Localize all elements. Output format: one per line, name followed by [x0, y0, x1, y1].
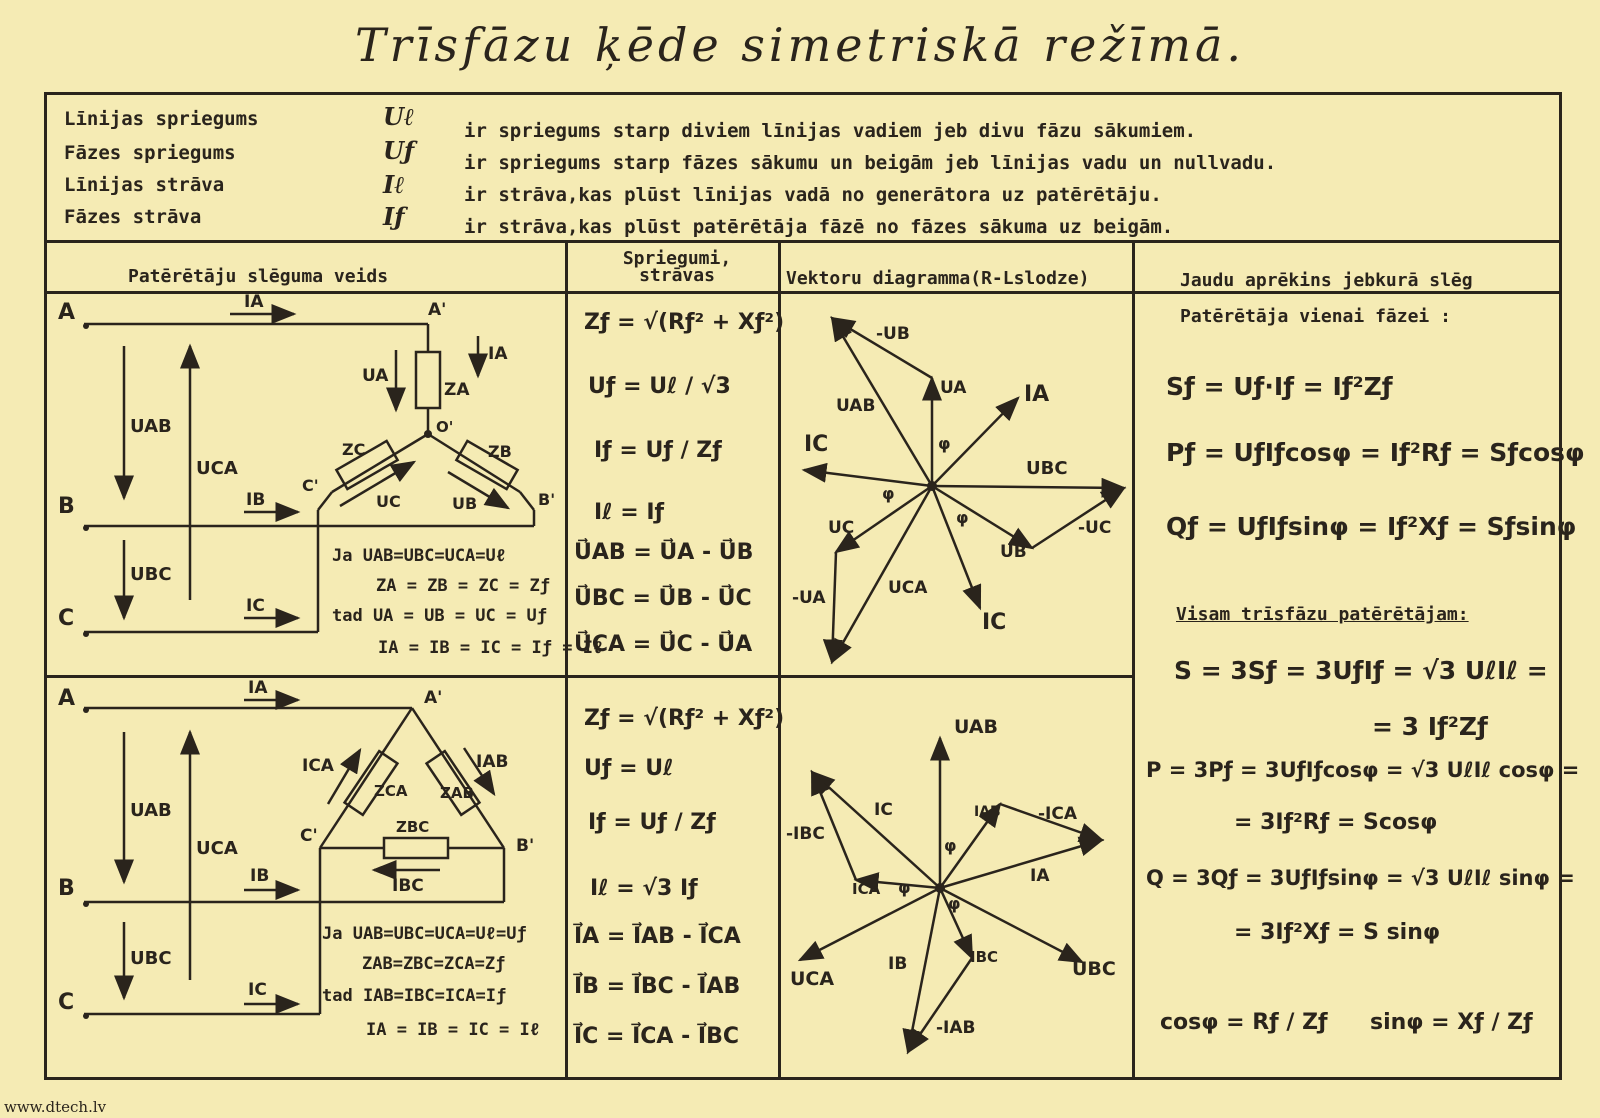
power-single-label: Patērētāja vienai fāzei :	[1180, 306, 1451, 327]
condition: IA = IB = IC = Iƒ = Iℓ	[378, 638, 604, 658]
node-label: B'	[538, 490, 556, 509]
def-symbol: Iℓ	[383, 170, 405, 199]
power-equation: Q = 3Qƒ = 3UƒIƒsinφ = √3 UℓIℓ sinφ =	[1146, 866, 1575, 890]
def-symbol: Iƒ	[383, 202, 405, 231]
def-text: ir strāva,kas plūst līnijas vadā no generātora uz patērētāju.	[464, 184, 1162, 206]
equation: U⃗AB = U⃗A - U⃗B	[574, 540, 754, 565]
condition: Ja UAB=UBC=UCA=Uℓ	[332, 546, 506, 566]
vector-label: UB	[1000, 542, 1027, 562]
impedance-label: ZAB	[440, 784, 474, 802]
voltage-label: UBC	[130, 564, 172, 585]
current-label: IAB	[476, 752, 509, 772]
vector-label: -IAB	[936, 1018, 976, 1038]
vector-label: UBC	[1072, 958, 1116, 980]
impedance-label: ZBC	[396, 818, 430, 836]
voltage-label: UCA	[196, 838, 238, 859]
vector-label: UBC	[1026, 458, 1068, 479]
equation: I⃗C = I⃗CA - I⃗BC	[574, 1024, 739, 1049]
node-b-label: B	[58, 876, 75, 901]
current-label: ICA	[302, 756, 334, 776]
angle-label: φ	[882, 484, 895, 503]
def-term: Līnijas spriegums	[64, 108, 259, 130]
vector-label: UA	[940, 378, 967, 398]
current-label: IA	[248, 678, 268, 698]
vector-label: UCA	[888, 578, 928, 598]
power-equation: P = 3Pƒ = 3UƒIƒcosφ = √3 UℓIℓ cosφ =	[1146, 758, 1580, 782]
sin-formula: sinφ = Xƒ / Zƒ	[1370, 1010, 1533, 1035]
angle-label: φ	[956, 508, 969, 527]
vector-label: IC	[874, 800, 893, 820]
def-text: ir spriegums starp diviem līnijas vadiem jeb divu fāzu sākumiem.	[464, 120, 1197, 142]
equation: Iℓ = √3 Iƒ	[590, 876, 698, 901]
header-connection: Patērētāju slēguma veids	[128, 266, 389, 287]
angle-label: φ	[944, 836, 957, 855]
node-label: C'	[302, 476, 319, 495]
equation: Zƒ = √(Rƒ² + Xƒ²)	[584, 706, 785, 731]
power-equation: Pƒ = UƒIƒcosφ = Iƒ²Rƒ = Sƒcosφ	[1166, 438, 1585, 467]
header-vector-diagram: Vektoru diagramma(R-Lslodze)	[786, 268, 1090, 289]
footer-url: www.dtech.lv	[4, 1098, 107, 1116]
condition: IA = IB = IC = Iℓ	[366, 1020, 540, 1040]
node-b-label: B	[58, 494, 75, 519]
vector-label: IAB	[974, 804, 1001, 820]
current-label: IB	[246, 490, 266, 510]
equation: Iƒ = Uƒ / Zƒ	[588, 810, 716, 835]
def-text: ir spriegums starp fāzes sākumu un beigām jeb līnijas vadu un nullvadu.	[464, 152, 1277, 174]
impedance-label: ZB	[488, 442, 512, 461]
voltage-label: UB	[452, 494, 478, 513]
equation: Uƒ = Uℓ	[584, 756, 674, 781]
vector-label: IA	[1030, 866, 1050, 886]
node-label: A'	[424, 688, 443, 708]
condition: ZAB=ZBC=ZCA=Zƒ	[362, 954, 506, 974]
vector-label: -UA	[792, 588, 826, 608]
voltage-label: UC	[376, 492, 401, 511]
impedance-zbc	[384, 838, 448, 858]
equation: Iℓ = Iƒ	[594, 500, 665, 525]
node-label: C'	[300, 826, 318, 846]
power-equation: = 3Iƒ²Rƒ = Scosφ	[1234, 810, 1438, 835]
node-c-label: C	[58, 990, 75, 1015]
equation: U⃗CA = U⃗C - U⃗A	[574, 632, 753, 657]
condition: tad UA = UB = UC = Uƒ	[332, 606, 547, 626]
node-a-label: A	[58, 686, 76, 711]
condition: Ja UAB=UBC=UCA=Uℓ=Uƒ	[322, 924, 527, 944]
vector-label: ICA	[852, 880, 881, 898]
def-symbol: Uℓ	[383, 102, 415, 131]
current-label: IC	[248, 980, 267, 1000]
vector-label: UAB	[836, 396, 876, 416]
node-c-label: C	[58, 606, 75, 631]
vector-label: IB	[888, 954, 908, 974]
node-a-label: A	[58, 300, 76, 325]
angle-label: φ	[938, 434, 951, 453]
current-label: IBC	[392, 876, 424, 896]
equation: Uƒ = Uℓ / √3	[588, 374, 731, 399]
vector-label: IBC	[970, 948, 999, 966]
vector-label: -UC	[1078, 518, 1112, 538]
node-label: B'	[516, 836, 535, 856]
impedance-za	[416, 352, 440, 408]
condition: tad IAB=IBC=ICA=Iƒ	[322, 986, 507, 1006]
node-label: O'	[436, 418, 454, 436]
voltage-label: UCA	[196, 458, 238, 479]
def-symbol: Uƒ	[383, 136, 415, 165]
voltage-label: UA	[362, 366, 389, 386]
vector-label: IC	[804, 432, 829, 457]
current-label: IB	[250, 866, 270, 886]
def-text: ir strāva,kas plūst patērētāja fāzē no fāzes sākuma uz beigām.	[464, 216, 1174, 238]
power-equation: Sƒ = Uƒ·Iƒ = Iƒ²Zƒ	[1166, 372, 1393, 401]
vector-label: -IBC	[786, 824, 825, 844]
power-equation: Qƒ = UƒIƒsinφ = Iƒ²Xƒ = Sƒsinφ	[1166, 512, 1577, 541]
impedance-label: ZCA	[374, 782, 408, 800]
vector-label: IA	[1024, 382, 1050, 407]
equation: U⃗BC = U⃗B - U⃗C	[574, 586, 752, 611]
equation: I⃗A = I⃗AB - I⃗CA	[574, 924, 741, 949]
power-equation: = 3Iƒ²Xƒ = S sinφ	[1234, 920, 1441, 945]
current-label: IA	[244, 292, 264, 312]
vector-label: UCA	[790, 968, 835, 990]
def-term: Fāzes spriegums	[64, 142, 236, 164]
current-label: IA	[488, 344, 508, 364]
def-term: Fāzes strāva	[64, 206, 202, 228]
condition: ZA = ZB = ZC = Zƒ	[376, 576, 550, 596]
power-all-label: Visam trīsfāzu patērētājam:	[1176, 604, 1469, 625]
page-title: Trīsfāzu ķēde simetriskā režīmā.	[354, 18, 1245, 72]
power-equation: S = 3Sƒ = 3UƒIƒ = √3 UℓIℓ =	[1174, 656, 1548, 685]
equation: Zƒ = √(Rƒ² + Xƒ²)	[584, 310, 785, 335]
vector-label: UC	[828, 518, 855, 538]
vector-label: UAB	[954, 716, 999, 738]
voltage-label: UAB	[130, 800, 172, 821]
node-label: A'	[428, 300, 447, 320]
current-label: IC	[246, 596, 265, 616]
angle-label: φ	[948, 894, 961, 913]
cos-formula: cosφ = Rƒ / Zƒ	[1160, 1010, 1328, 1035]
power-equation: = 3 Iƒ²Zƒ	[1372, 712, 1488, 741]
vector-label: -UB	[876, 324, 910, 344]
impedance-label: ZC	[342, 440, 366, 459]
header-power: Jaudu aprēkins jebkurā slēg	[1180, 270, 1473, 291]
impedance-label: ZA	[444, 380, 470, 400]
equation: Iƒ = Uƒ / Zƒ	[594, 438, 722, 463]
def-term: Līnijas strāva	[64, 174, 225, 196]
angle-label: φ	[898, 878, 911, 897]
voltage-label: UAB	[130, 416, 172, 437]
vector-label: -ICA	[1038, 804, 1078, 824]
equation: I⃗B = I⃗BC - I⃗AB	[574, 974, 741, 999]
header-quantities: Spriegumi, strāvas	[622, 248, 732, 286]
voltage-label: UBC	[130, 948, 172, 969]
vector-label: IC	[982, 610, 1007, 635]
